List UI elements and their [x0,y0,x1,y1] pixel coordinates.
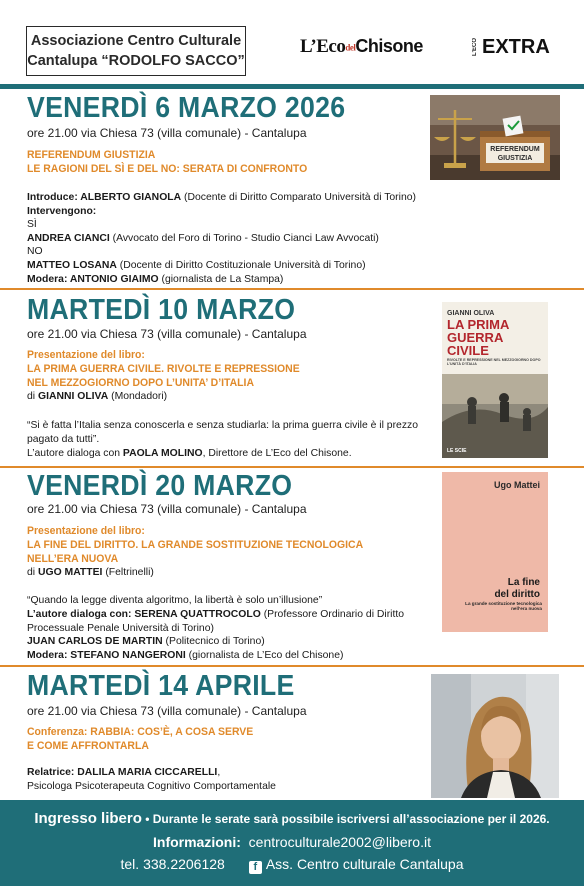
book-publisher: LE SCIE [447,448,467,454]
speaker-role: (Docente di Diritto Costituzionale Università di Torino) [116,259,366,271]
book-cover-la-prima-guerra-civile [442,302,548,458]
speaker-line [27,245,427,259]
speaker-name: Modera: STEFANO NANGERONI [27,649,186,661]
book-title: La fine [507,577,540,588]
association-name-line2: Cantalupa “RODOLFO SACCO” [27,53,245,69]
event-4-topic [27,725,253,753]
speaker-role: (giornalista de L’Eco del Chisone) [185,649,344,661]
event-3-topic-line: NELL’ERA NUOVA [27,553,119,565]
event-2-topic-line: LA PRIMA GUERRA CIVILE. RIVOLTE E REPRESSIONE [27,363,300,375]
event-1-date: VENERDÌ 6 MARZO 2026 [27,92,346,124]
book-subtitle: La grande sostituzione tecnologica nell’era nuova [465,601,542,612]
speaker-line [27,191,427,205]
footer-info-line [0,834,584,850]
book-cover-la-fine-del-diritto [442,472,548,632]
event-1-topic-line: LE RAGIONI DEL SÌ E DEL NO: SERATA DI CONFRONTO [27,163,308,175]
author-name: UGO MATTEI [37,567,103,578]
facebook-icon: f [249,861,262,874]
speaker-name: Introduce: ALBERTO GIANOLA [27,192,182,203]
event-2-topic [27,348,300,390]
speaker-line [27,273,427,287]
free-entry: Ingresso libero [34,810,142,827]
event-4-topic-line: Conferenza: RABBIA: COS’È, A COSA SERVE [27,726,254,738]
book-author: Ugo Mattei [494,480,540,490]
event-1-topic [27,148,307,176]
speaker-line [27,635,427,649]
author-prefix: di [27,567,38,578]
event-1-time-place: ore 21.00 via Chiesa 73 (villa comunale) - Cantalupa [27,126,307,140]
speaker-name: JUAN CARLOS DE MARTIN [27,636,163,648]
event-3-quote: “Quando la legge diventa algoritmo, la libertà è solo un’illusione” [27,595,323,606]
speaker-line [27,205,427,219]
speaker-role: (Politecnico di Torino) [162,636,265,648]
referendum-image [430,95,560,180]
event-3-topic-line: Presentazione del libro: [27,525,145,537]
speaker-name: ANDREA CIANCI [27,232,110,244]
event-3-topic-line: LA FINE DEL DIRITTO. LA GRANDE SOSTITUZIONE TECNOLOGICA [27,539,364,551]
eco-logo-part-b: Chisone [355,36,423,56]
footer-entry-line [0,810,584,827]
event-3-topic [27,524,363,566]
facebook-page[interactable]: Ass. Centro culturale Cantalupa [265,856,464,872]
event-1-topic-line: REFERENDUM GIUSTIZIA [27,149,156,161]
author-prefix: di [27,391,38,402]
contact-email[interactable]: centroculturale2002@libero.it [248,834,431,850]
referendum-image-label: GIUSTIZIA [497,155,533,162]
event-3-author [27,566,427,580]
event-2-time-place: ore 21.00 via Chiesa 73 (villa comunale) - Cantalupa [27,327,307,341]
speaker-name: L’autore dialoga con: SERENA QUATTROCOLO [27,609,261,620]
speaker-photo [431,674,559,798]
event-4-date: MARTEDÌ 14 APRILE [27,670,295,702]
contact-phone[interactable]: tel. 338.2206128 [120,856,225,872]
speaker-name: Modera: ANTONIO GIAIMO [27,273,159,285]
info-label: Informazioni: [153,834,241,850]
event-2-topic-line: Presentazione del libro: [27,349,145,361]
speaker-name: Intervengono: [27,205,97,217]
eco-logo-part-a: L’Eco [300,36,346,57]
speaker-line: Psicologa Psicoterapeuta Cognitivo Comportamentale [27,780,276,792]
speaker-line [27,608,427,635]
speaker-role: (Docente di Diritto Comparato Università di Torino) [181,192,416,203]
dialog-role: , Direttore de L’Eco del Chisone. [202,448,352,459]
event-3-date: VENERDÌ 20 MARZO [27,470,293,502]
book-title: del diritto [494,589,540,600]
extra-logo-small: L’ECO [472,37,478,56]
event-1-speakers [27,191,427,286]
footer-bullet: • [141,812,153,826]
event-2-date: MARTEDÌ 10 MARZO [27,294,296,326]
footer [0,800,584,886]
event-4-topic-line: E COME AFFRONTARLA [27,740,149,752]
speaker-name: MATTEO LOSANA [27,259,117,271]
speaker-separator: , [217,767,221,778]
event-3-time-place: ore 21.00 via Chiesa 73 (villa comunale) - Cantalupa [27,502,307,516]
speaker-role: (giornalista de La Stampa) [158,273,284,285]
event-2-author [27,390,427,404]
header [0,0,584,84]
dialog-prefix: L’autore dialoga con [27,448,123,459]
header-divider [0,84,584,89]
book-title: GUERRA [447,330,504,345]
dialog-name: PAOLA MOLINO [122,448,203,459]
event-divider [0,288,584,290]
publisher: (Feltrinelli) [102,567,154,578]
speaker-line [27,218,427,232]
event-2-topic-line: NEL MEZZOGIORNO DOPO L’UNITA’ D’ITALIA [27,377,255,389]
event-divider [0,665,584,667]
speaker-role: SÌ [27,219,37,231]
author-name: GIANNI OLIVA [37,391,109,402]
book-subtitle: RIVOLTE E REPRESSIONE NEL MEZZOGIORNO DOPO L’UNITÀ D’ITALIA [447,358,541,367]
book-author: GIANNI OLIVA [447,310,495,317]
event-4-speaker [27,766,427,793]
speaker-role: NO [27,246,43,258]
book-title: CIVILE [447,343,489,358]
book-title: LA PRIMA [447,317,510,332]
extra-logo-big: EXTRA [482,36,550,58]
event-divider [0,466,584,468]
speaker-line [27,649,427,663]
footer-contact-line [0,856,584,874]
event-4-time-place: ore 21.00 via Chiesa 73 (villa comunale) - Cantalupa [27,704,307,718]
publisher: (Mondadori) [108,391,168,402]
eco-logo-del: del [345,42,356,53]
association-name-line1: Associazione Centro Culturale [30,33,242,49]
event-3-speakers [27,608,427,662]
speaker-name: Relatrice: DALILA MARIA CICCARELLI [27,767,218,778]
speaker-role: (Avvocato del Foro di Torino - Studio Cianci Law Avvocati) [109,232,379,244]
eco-extra-logo [472,36,550,59]
speaker-line [27,232,427,246]
membership-note: Durante le serate sarà possibile iscriversi all’associazione per il 2026. [152,812,550,826]
event-2-dialog [27,447,427,461]
referendum-image-label: REFERENDUM [490,146,540,153]
association-box [26,26,246,76]
speaker-role: (Professore Ordinario di Diritto Processuale Penale Università di Torino) [27,609,405,634]
event-2-quote: “Si è fatta l’Italia senza conoscerla e senza studiarla: la prima guerra civile è il prezzo pagato da tutti”. [27,420,418,445]
speaker-line [27,259,427,273]
speaker-line [27,766,427,780]
eco-del-chisone-logo [300,36,423,58]
